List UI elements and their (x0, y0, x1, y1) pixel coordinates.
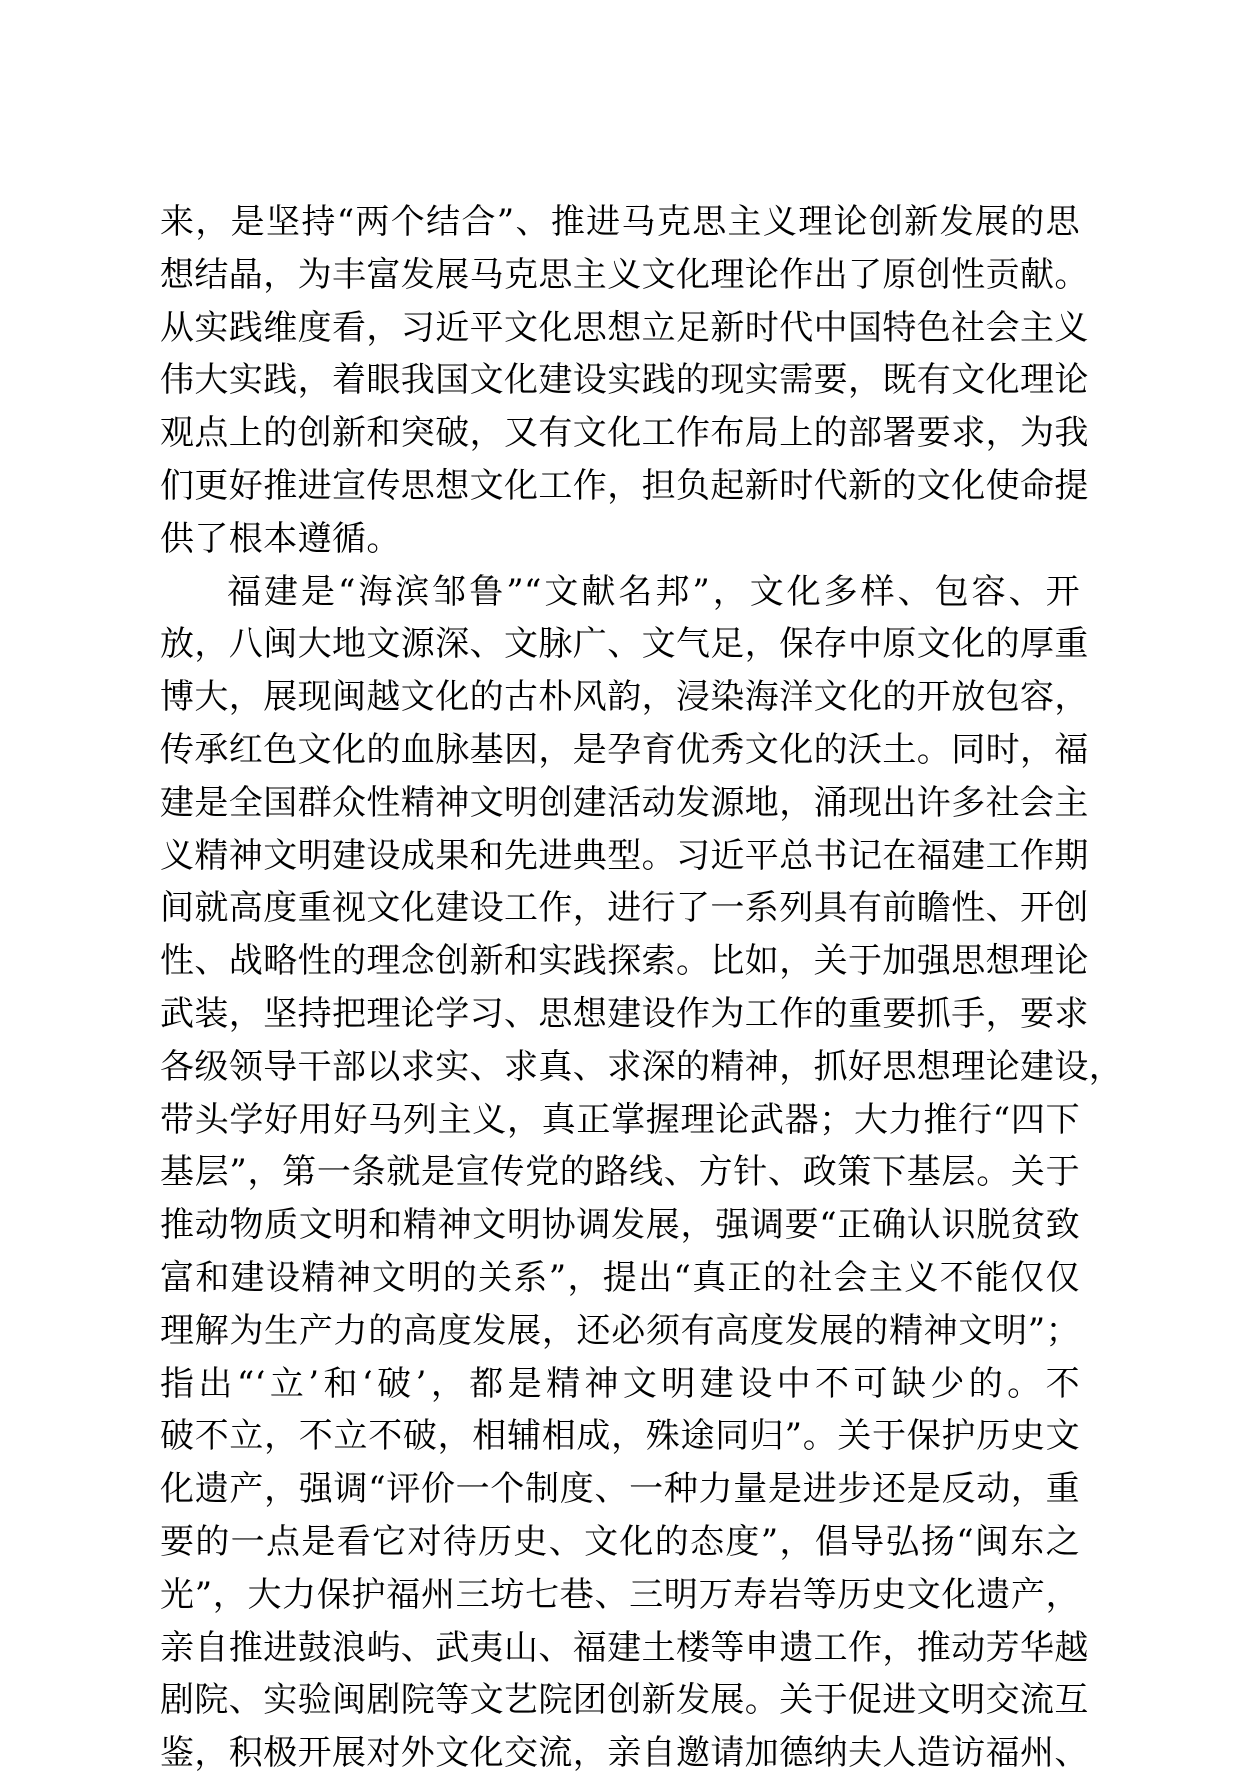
text-line: 推动物质文明和精神文明协调发展，强调要“正确认识脱贫致 (160, 1205, 1080, 1246)
text-line: 破不立，不立不破，相辅相成，殊途同归”。关于保护历史文 (160, 1416, 1080, 1457)
text-line: 基层”，第一条就是宣传党的路线、方针、政策下基层。关于 (160, 1152, 1080, 1193)
body-text (160, 196, 1124, 1780)
text-line: 光”，大力保护福州三坊七巷、三明万寿岩等历史文化遗产， (160, 1574, 1080, 1615)
text-line: 要的一点是看它对待历史、文化的态度”，倡导弘扬“闽东之 (160, 1521, 1080, 1562)
text-line: 间就高度重视文化建设工作，进行了一系列具有前瞻性、开创 (160, 888, 1089, 929)
text-line: 武装，坚持把理论学习、思想建设作为工作的重要抓手，要求 (160, 993, 1089, 1034)
text-line: 供了根本遵循。 (160, 518, 401, 559)
text-line: 从实践维度看，习近平文化思想立足新时代中国特色社会主义 (160, 307, 1089, 348)
text-line: 带头学好用好马列主义，真正掌握理论武器；大力推行“四下 (160, 1099, 1080, 1140)
text-line: 义精神文明建设成果和先进典型。习近平总书记在福建工作期 (160, 835, 1089, 876)
text-line: 剧院、实验闽剧院等文艺院团创新发展。关于促进文明交流互 (160, 1680, 1089, 1721)
text-line: 理解为生产力的高度发展，还必须有高度发展的精神文明”； (160, 1310, 1080, 1351)
text-line: 性、战略性的理念创新和实践探索。比如，关于加强思想理论 (160, 941, 1089, 982)
paragraph-1 (160, 196, 1089, 566)
text-line: 指出“‘立’和‘破’，都是精神文明建设中不可缺少的。不 (160, 1363, 1080, 1404)
text-line: 建是全国群众性精神文明创建活动发源地，涌现出许多社会主 (160, 782, 1089, 823)
paragraph-2 (160, 566, 1124, 1780)
text-line: 博大，展现闽越文化的古朴风韵，浸染海洋文化的开放包容， (160, 677, 1089, 718)
text-line: 来，是坚持“两个结合”、推进马克思主义理论创新发展的思 (160, 202, 1080, 242)
text-line: 伟大实践，着眼我国文化建设实践的现实需要，既有文化理论 (160, 360, 1089, 401)
text-line: 放，八闽大地文源深、文脉广、文气足，保存中原文化的厚重 (160, 624, 1089, 665)
text-line: 想结晶，为丰富发展马克思主义文化理论作出了原创性贡献。 (160, 254, 1089, 295)
text-line: 传承红色文化的血脉基因，是孕育优秀文化的沃土。同时，福 (160, 729, 1089, 770)
text-line: 化遗产，强调“评价一个制度、一种力量是进步还是反动，重 (160, 1469, 1080, 1510)
text-line: 观点上的创新和突破，又有文化工作布局上的部署要求，为我 (160, 413, 1089, 454)
text-line: 鉴，积极开展对外文化交流，亲自邀请加德纳夫人造访福州、 (160, 1733, 1089, 1774)
text-line: 富和建设精神文明的关系”，提出“真正的社会主义不能仅仅 (160, 1257, 1080, 1298)
text-line: 亲自推进鼓浪屿、武夷山、福建土楼等申遗工作，推动芳华越 (160, 1627, 1089, 1668)
text-line: 们更好推进宣传思想文化工作，担负起新时代新的文化使命提 (160, 465, 1089, 506)
text-line: 福建是“海滨邹鲁”“文献名邦”，文化多样、包容、开 (227, 571, 1080, 612)
text-line: 各级领导干部以求实、求真、求深的精神，抓好思想理论建设， (160, 1046, 1124, 1087)
